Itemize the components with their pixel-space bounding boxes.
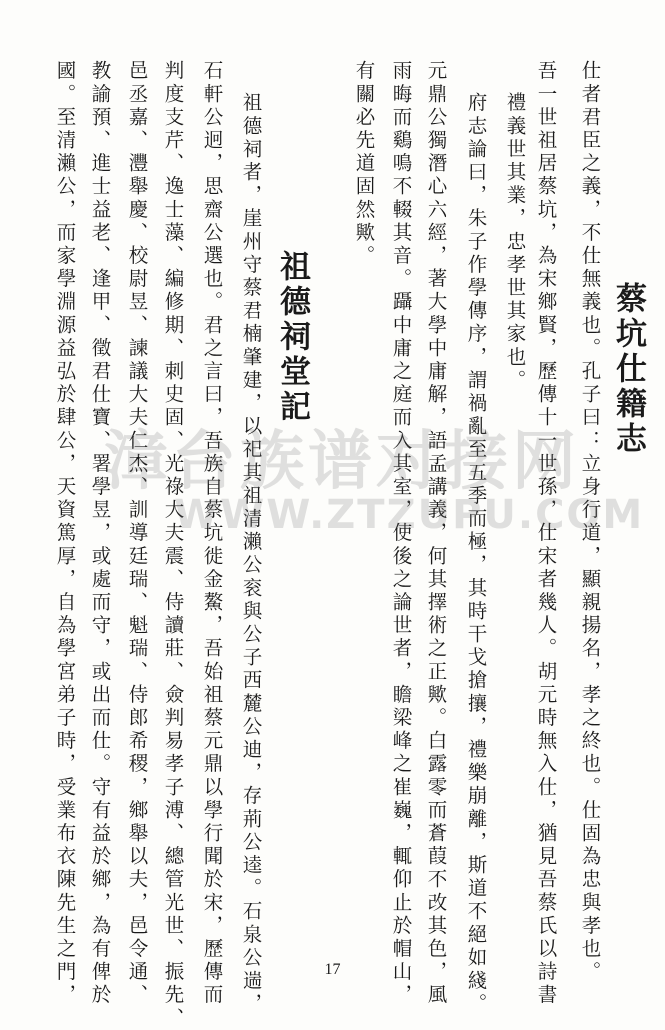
section2-column-3: 判度支芹、逸士藻、編修期、刺史固、光祿大夫震、侍讀莊、僉判易孝子溥、總管光世、振先、 <box>161 60 185 1030</box>
section2-column-4: 邑丞嘉、灃舉慶、校尉昱、諫議大夫仁杰、訓導廷瑞、魁瑞、侍郎希稷，鄉舉以夫，邑令通、 <box>125 60 149 1008</box>
section1-column-1: 仕者君臣之義，不仕無義也。孔子曰：立身行道，顯親揚名，孝之終也。仕固為忠與孝也。 <box>578 60 602 984</box>
section1-column-6: 雨晦而鷄鳴不輟其音。躡中庸之庭而入其室，使後之論世者，瞻梁峰之崔巍，輒仰止於帽山， <box>389 60 413 1008</box>
section-title-caikeng: 蔡坑仕籍志 <box>610 282 646 457</box>
section2-column-2: 石軒公迥，思齋公選也。君之言曰，吾族自蔡坑徙金鰲，吾始祖蔡元鼎以學行聞於宋，歷傳而 <box>200 60 224 1008</box>
section1-column-3: 禮義世其業，忠孝世其家也。 <box>503 92 527 393</box>
section-title-zude-temple: 祖德祠堂記 <box>274 250 310 425</box>
section2-column-6: 國。至清瀨公，而家學淵源益弘於肆公，天資篤厚，自為學宮弟子時，受業布衣陳先生之門， <box>53 60 77 1008</box>
section2-column-5: 教諭預、進士益老、逢甲、徵君仕寶、署學昱，或處而守，或出而仕。守有益於鄉，為有俾於 <box>88 60 112 1008</box>
section1-column-5: 元鼎公獨潛心六經，著大學中庸解，語孟講義，何其擇術之正歟。白露零而蒼葭不改其色，風 <box>424 60 448 1008</box>
watermark-en-text: WWW.ZTZUPU.COM <box>174 492 645 538</box>
section1-column-7: 有關必先道固然歟。 <box>352 60 376 268</box>
section1-column-2: 吾一世祖居蔡坑，為宋鄉賢，歷傳十一世孫，仕宋者幾人。胡元時無入仕，猶見吾蔡氏以詩書 <box>534 60 558 1008</box>
section2-column-1: 祖德祠者，崖州守蔡君楠肇建，以祀其祖清瀨公衮與公子西麓公迪，存荊公逵。石泉公遄， <box>239 92 263 1016</box>
section1-column-4: 府志論曰，朱子作學傳序，謂禍亂至五季而極，其時干戈搶攘，禮樂崩離，斯道不絕如綫。 <box>464 92 488 1016</box>
watermark-cn-text: 漳台族谱对接网 <box>104 425 580 499</box>
page-number: 17 <box>324 961 341 978</box>
